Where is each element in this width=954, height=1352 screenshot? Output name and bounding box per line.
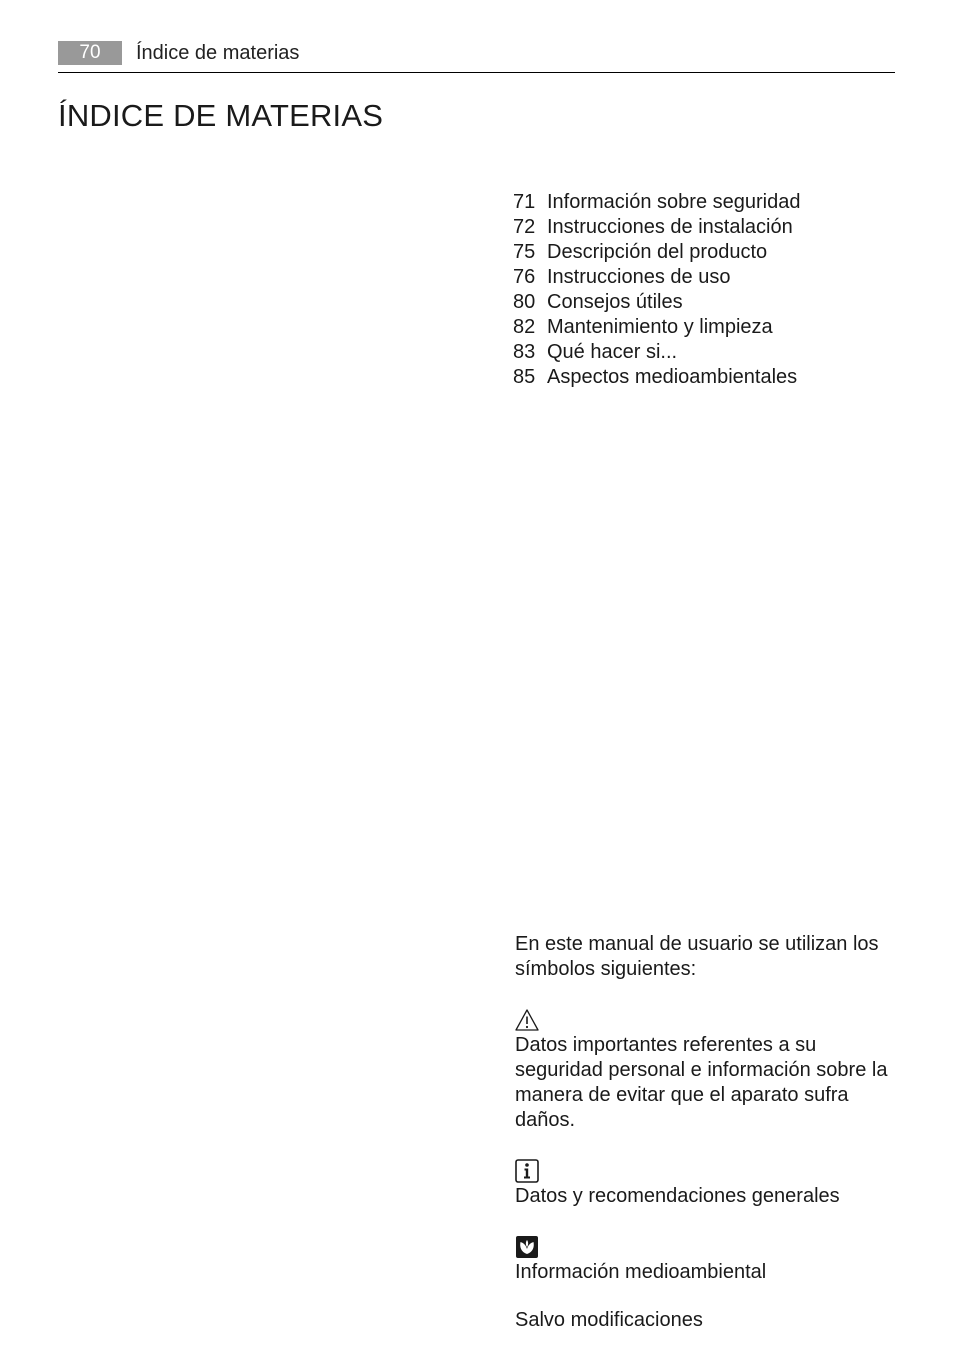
toc-page-number: 71 (513, 191, 536, 213)
toc-label: Consejos útiles (547, 291, 683, 313)
footer-note: Salvo modificaciones (515, 1309, 703, 1331)
toc-label: Instrucciones de instalación (547, 216, 793, 238)
toc-page-number: 75 (513, 241, 536, 263)
toc-entry[interactable] (513, 265, 800, 290)
running-title: Índice de materias (136, 42, 300, 64)
page-title: ÍNDICE DE MATERIAS (58, 98, 384, 133)
info-icon (515, 1159, 539, 1183)
warning-text: Datos importantes referentes a su seguridad personal e información sobre la manera de evitar que el aparato sufra daños. (515, 1034, 888, 1131)
toc-page-number: 76 (513, 266, 536, 288)
toc-label: Aspectos medioambientales (547, 366, 798, 388)
toc-entry[interactable] (513, 365, 800, 390)
toc-entry[interactable] (513, 290, 800, 315)
toc-page-number: 72 (513, 216, 536, 238)
page-header (58, 40, 895, 73)
info-block (515, 1159, 895, 1209)
toc-label: Qué hacer si... (547, 341, 678, 363)
toc-entry[interactable] (513, 190, 800, 215)
toc-page-number: 80 (513, 291, 536, 313)
environment-text: Información medioambiental (515, 1261, 767, 1283)
toc-entry[interactable] (513, 240, 800, 265)
toc-page-number: 85 (513, 366, 536, 388)
toc-label: Mantenimiento y limpieza (547, 316, 773, 338)
toc-entry[interactable] (513, 215, 800, 240)
warning-triangle-icon (515, 1008, 539, 1032)
toc-label: Instrucciones de uso (547, 266, 731, 288)
environment-block (515, 1235, 895, 1285)
toc-page-number: 82 (513, 316, 536, 338)
toc-label: Descripción del producto (547, 241, 768, 263)
environment-icon (515, 1235, 539, 1259)
page-number: 70 (58, 41, 122, 65)
toc-label: Información sobre seguridad (547, 191, 801, 213)
symbols-intro: En este manual de usuario se utilizan los símbolos siguientes: (515, 933, 879, 980)
toc-entry[interactable] (513, 340, 800, 365)
toc-entry[interactable] (513, 315, 800, 340)
table-of-contents (513, 190, 800, 390)
symbols-legend (515, 932, 895, 1333)
warning-block (515, 1008, 895, 1133)
toc-page-number: 83 (513, 341, 536, 363)
info-text: Datos y recomendaciones generales (515, 1185, 840, 1207)
